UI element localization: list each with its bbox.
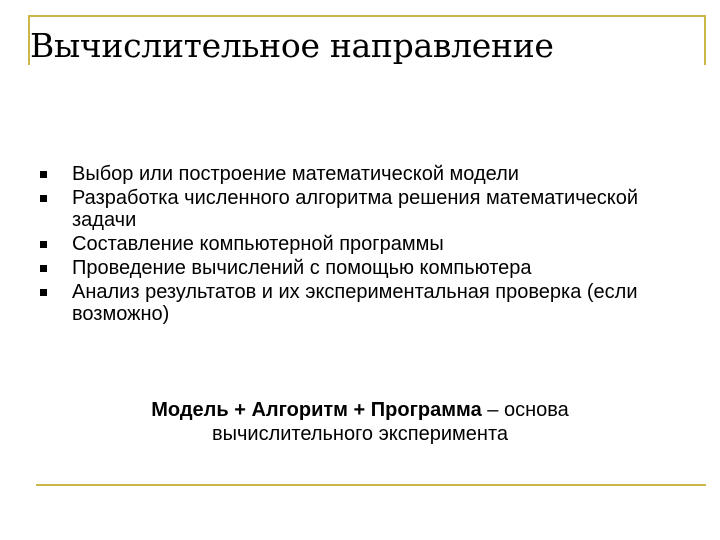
- square-bullet-icon: [40, 289, 47, 296]
- summary-line-1: [60, 398, 660, 422]
- summary-bold-text: Модель + Алгоритм + Программа: [151, 399, 482, 421]
- bullet-item: [38, 257, 688, 279]
- slide-title: Вычислительное направление: [30, 26, 554, 65]
- bullet-item: [38, 281, 688, 325]
- square-bullet-icon: [40, 265, 47, 272]
- square-bullet-icon: [40, 241, 47, 248]
- bullet-text: Разработка численного алгоритма решения математической задачи: [72, 187, 639, 231]
- square-bullet-icon: [40, 195, 47, 202]
- bullet-item: [38, 187, 688, 231]
- bullet-list: [38, 163, 688, 327]
- bullet-text: Составление компьютерной программы: [72, 233, 444, 255]
- bullet-text: Проведение вычислений с помощью компьютера: [72, 257, 532, 279]
- summary-statement: [60, 398, 660, 446]
- summary-rest-text: – основа: [481, 399, 569, 421]
- frame-bottom-line: [36, 484, 706, 486]
- summary-line-2: вычислительного эксперимента: [211, 423, 509, 445]
- bullet-text: Выбор или построение математической модели: [72, 163, 519, 185]
- bullet-item: [38, 233, 688, 255]
- bullet-text: Анализ результатов и их экспериментальная проверка (если возможно): [72, 281, 638, 325]
- frame-right-line: [704, 15, 706, 65]
- square-bullet-icon: [40, 171, 47, 178]
- frame-top-line: [28, 15, 706, 17]
- bullet-item: [38, 163, 688, 185]
